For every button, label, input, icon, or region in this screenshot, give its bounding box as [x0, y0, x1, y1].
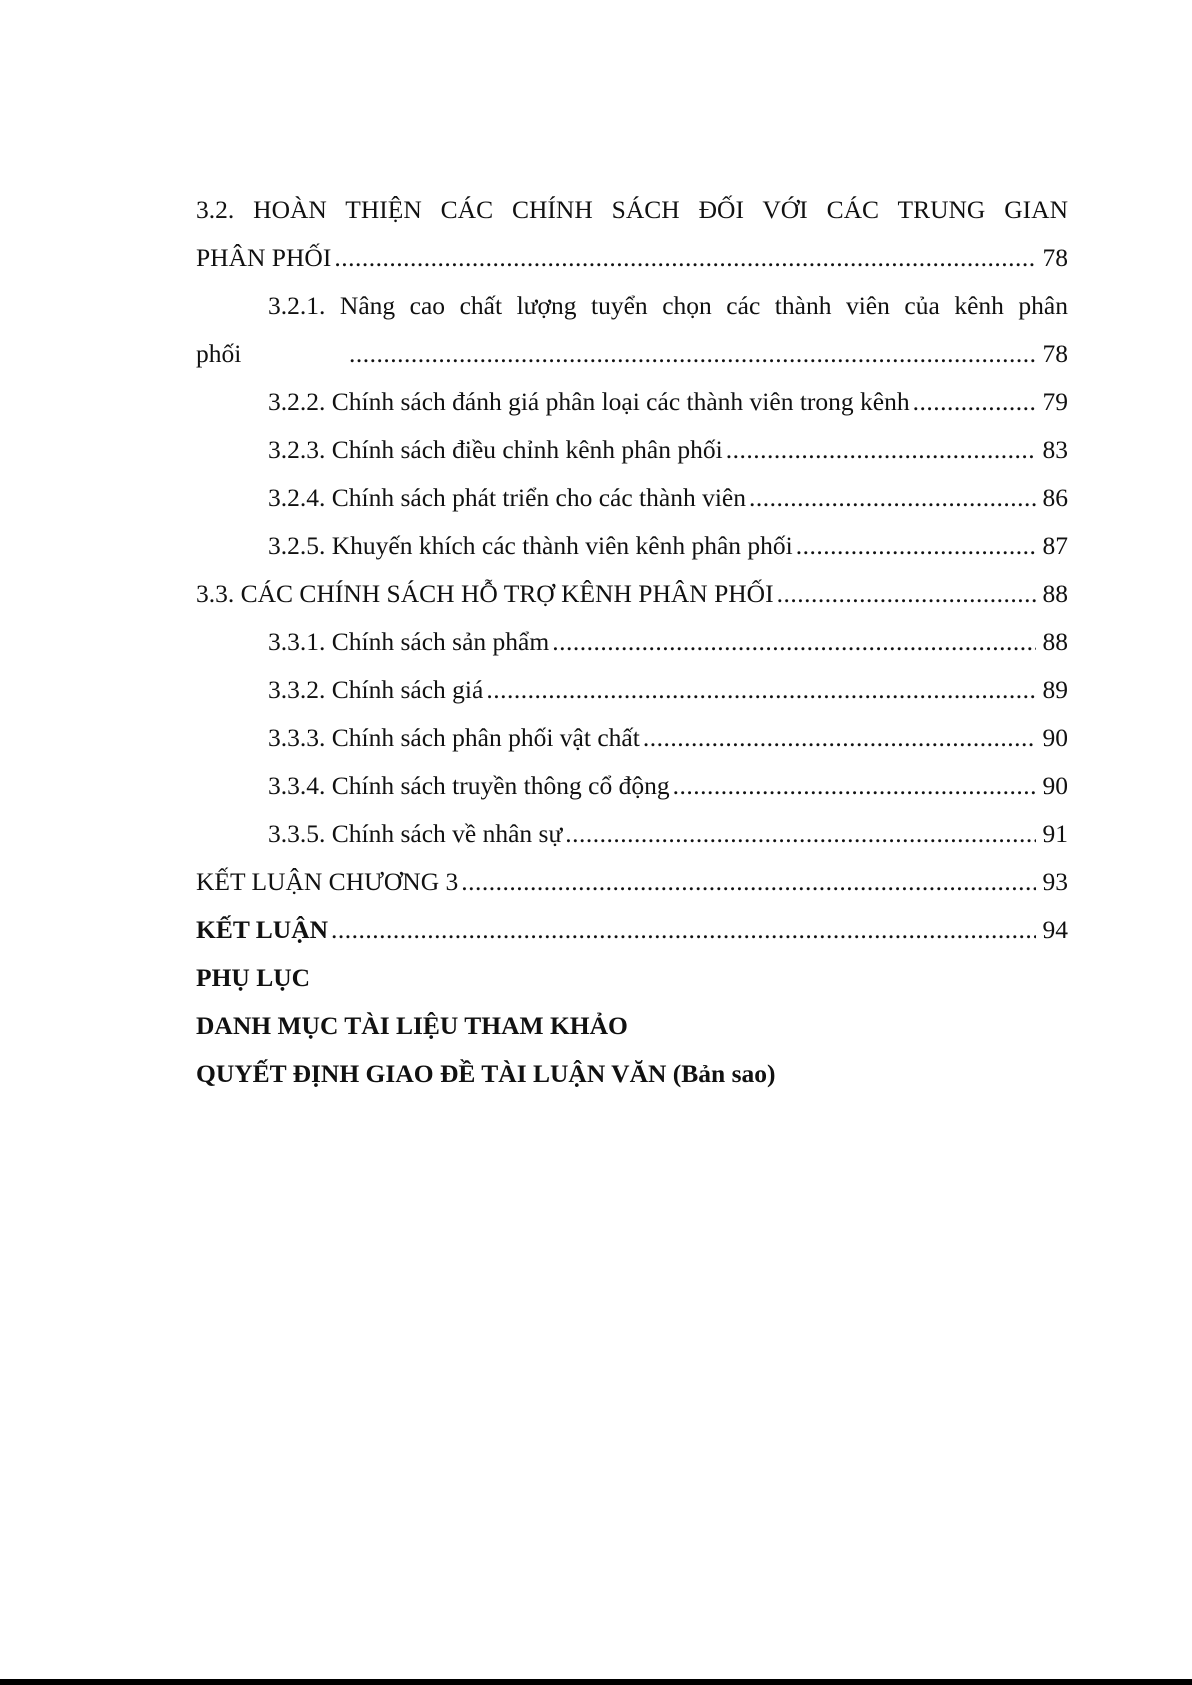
- page-bottom-edge: [0, 1679, 1192, 1685]
- toc-entry-title: 3.2.5. Khuyến khích các thành viên kênh phân phối: [268, 531, 793, 560]
- toc-page-number: 86: [1042, 483, 1068, 512]
- toc-entry-title: 3.2.2. Chính sách đánh giá phân loại các thành viên trong kênh: [268, 387, 910, 416]
- dot-leader: [565, 810, 1036, 858]
- toc-entry-3-2-4: [196, 474, 1068, 522]
- toc-entry-3-3: [196, 570, 1068, 618]
- toc-entry-title: 3.3.1. Chính sách sản phẩm: [268, 627, 550, 656]
- toc-entry-title: PHÂN PHỐI: [196, 243, 332, 272]
- toc-entry-title: 3.3.2. Chính sách giá: [268, 675, 484, 704]
- toc-page-number: 87: [1042, 531, 1068, 560]
- toc-page-number: 94: [1042, 915, 1068, 944]
- toc-entry-appendix: [196, 954, 1068, 1002]
- toc-entry-conclusion: [196, 906, 1068, 954]
- dot-leader: [643, 714, 1036, 762]
- toc-entry-title: KẾT LUẬN CHƯƠNG 3: [196, 867, 459, 896]
- dot-leader: [552, 618, 1036, 666]
- toc-page-number: 93: [1042, 867, 1068, 896]
- toc-entry-title: 3.2.3. Chính sách điều chỉnh kênh phân phối: [268, 435, 723, 464]
- toc-page-number: 78: [1042, 339, 1068, 368]
- dot-leader: [777, 570, 1036, 618]
- toc-entry-title: 3.3. CÁC CHÍNH SÁCH HỖ TRỢ KÊNH PHÂN PHỐI: [196, 579, 774, 608]
- toc-page-number: 88: [1042, 579, 1068, 608]
- dot-leader: [796, 522, 1036, 570]
- toc-entry-3-2-line1: 3.2. HOÀN THIỆN CÁC CHÍNH SÁCH ĐỐI VỚI CÁC TRUNG GIAN: [196, 195, 1068, 224]
- toc-entry-title: 3.3.4. Chính sách truyền thông cổ động: [268, 771, 670, 800]
- toc-entry-3-3-4: [196, 762, 1068, 810]
- toc-entry-decision: [196, 1050, 1068, 1098]
- toc-page-number: 89: [1042, 675, 1068, 704]
- toc-page-number: 90: [1042, 723, 1068, 752]
- toc-entry-3-3-1: [196, 618, 1068, 666]
- dot-leader: [749, 474, 1036, 522]
- toc-entry-3-3-3: [196, 714, 1068, 762]
- toc-page-number: 79: [1042, 387, 1068, 416]
- toc-entry-title: 3.3.3. Chính sách phân phối vật chất: [268, 723, 640, 752]
- toc-entry-title: KẾT LUẬN: [196, 915, 329, 944]
- toc-entry-3-3-5: [196, 810, 1068, 858]
- toc-page-number: 88: [1042, 627, 1068, 656]
- toc-entry-title: 3.3.5. Chính sách về nhân sự: [268, 819, 563, 848]
- toc-entry-title: DANH MỤC TÀI LIỆU THAM KHẢO: [196, 1011, 628, 1040]
- toc-entry-3-3-2: [196, 666, 1068, 714]
- toc-entry-title: QUYẾT ĐỊNH GIAO ĐỀ TÀI LUẬN VĂN (Bản sao): [196, 1059, 776, 1088]
- dot-leader: [461, 858, 1036, 906]
- toc-entry-references: [196, 1002, 1068, 1050]
- toc-entry-3-2-3: [196, 426, 1068, 474]
- table-of-contents: [196, 186, 1068, 1098]
- toc-entry-3-2-2: [196, 378, 1068, 426]
- dot-leader: [486, 666, 1036, 714]
- dot-leader: [673, 762, 1036, 810]
- toc-entry-3-2-line2: [196, 234, 1068, 282]
- toc-page-number: 83: [1042, 435, 1068, 464]
- toc-entry-3-2-1-line1: 3.2.1. Nâng cao chất lượng tuyển chọn các thành viên của kênh phân: [268, 291, 1068, 320]
- toc-entry-title: PHỤ LỤC: [196, 963, 311, 992]
- toc-entry-3-2-1-line2: [196, 330, 1068, 378]
- toc-page-number: 90: [1042, 771, 1068, 800]
- dot-leader: [334, 234, 1036, 282]
- dot-leader: [331, 906, 1036, 954]
- toc-entry-title: 3.2.4. Chính sách phát triển cho các thành viên: [268, 483, 746, 512]
- toc-page-number: 91: [1042, 819, 1068, 848]
- dot-leader: [913, 378, 1036, 426]
- toc-page-number: 78: [1042, 243, 1068, 272]
- dot-leader: [349, 330, 1036, 378]
- toc-entry-3-2-5: [196, 522, 1068, 570]
- dot-leader: [726, 426, 1036, 474]
- toc-entry-title: phối: [196, 339, 242, 368]
- toc-entry-chapter3-conclusion: [196, 858, 1068, 906]
